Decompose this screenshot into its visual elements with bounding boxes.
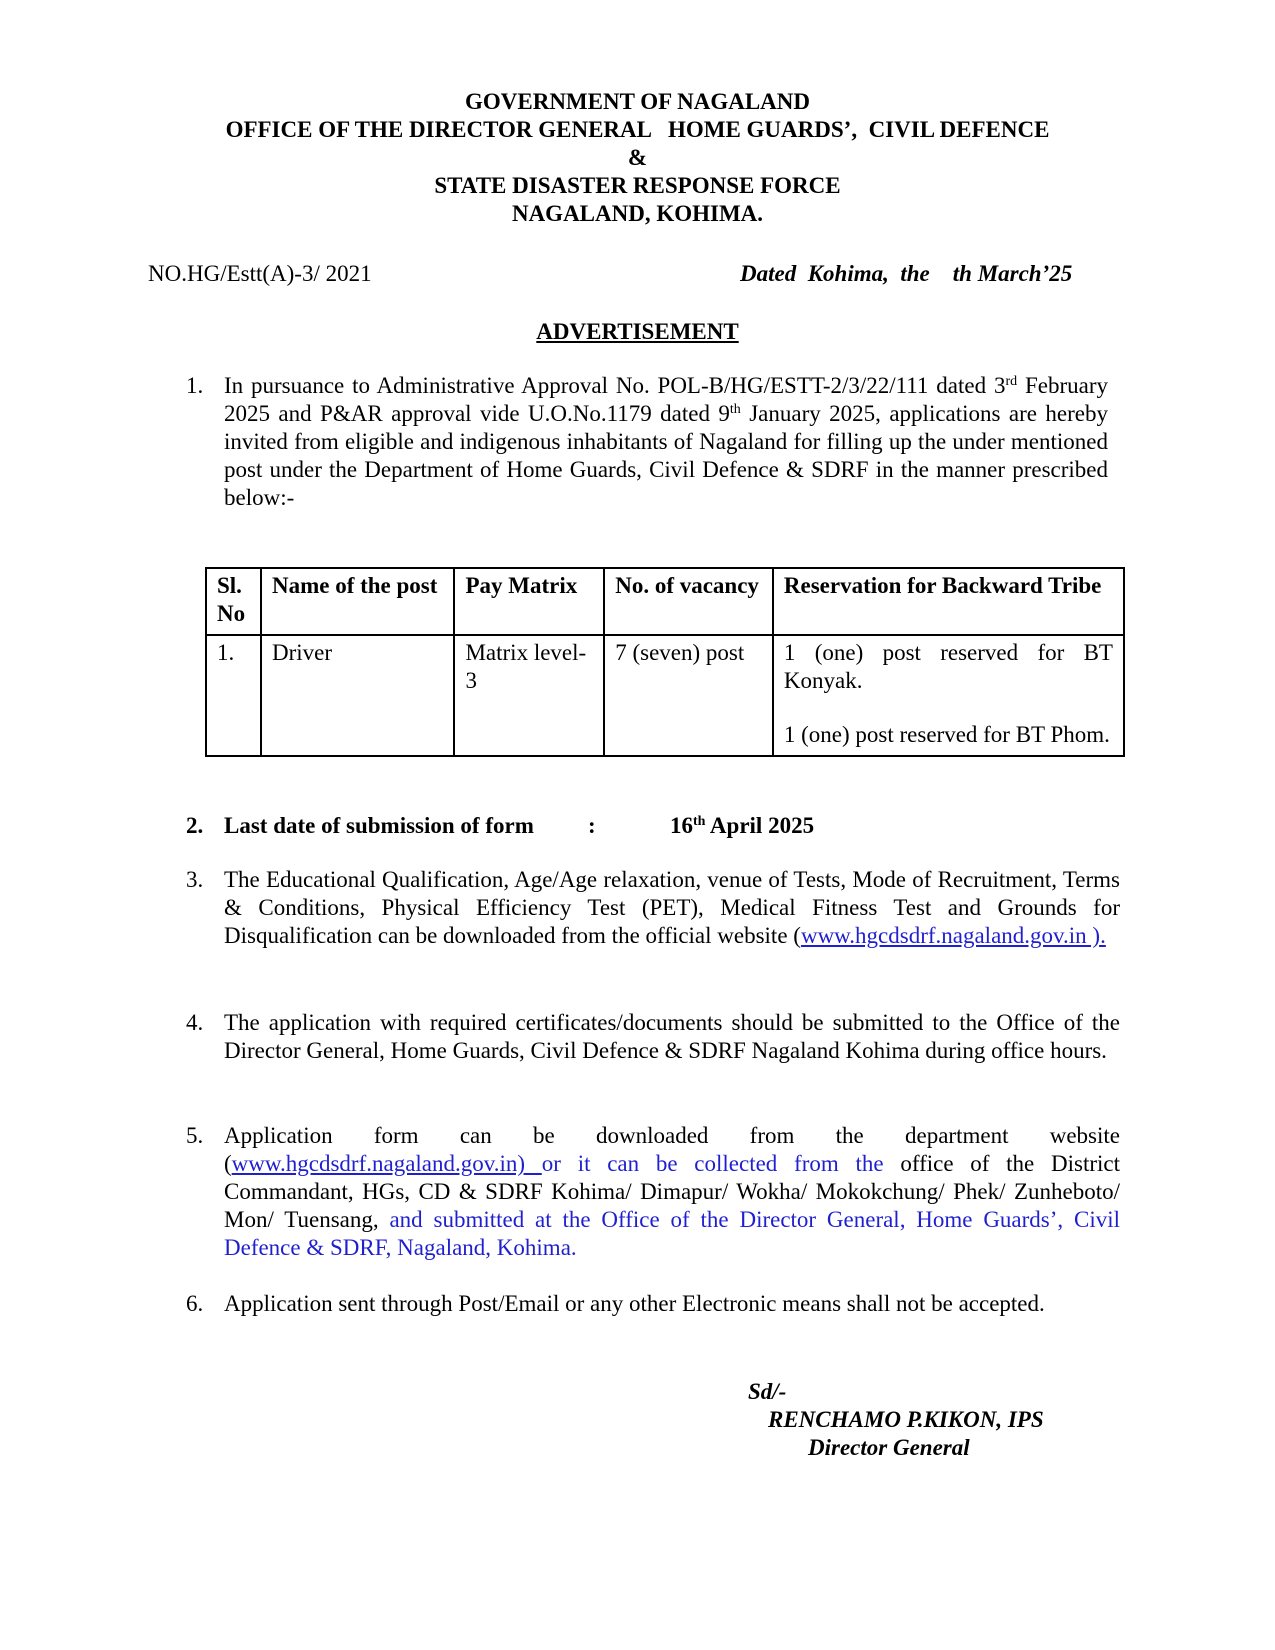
header-reservation: Reservation for Backward Tribe [773, 568, 1124, 635]
paragraph-1 [224, 372, 1108, 512]
header-line-1: GOVERNMENT OF NAGALAND [464, 89, 810, 114]
table-header-row [206, 568, 1124, 635]
header-post-name: Name of the post [261, 568, 455, 635]
vacancy-table [205, 567, 1125, 757]
para1-text-a: In pursuance to Administrative Approval No. POL-B/HG/ESTT-2/3/22/111 dated 3 [224, 373, 1006, 398]
paragraph-4: The application with required certificates/documents should be submitted to the Office of the Director General, Home Guards, Civil Defence & SDRF Nagaland Kohima during office hours. [224, 1010, 1120, 1063]
para1-text-b: February 2025 and P&AR approval vide U.O.No.1179 dated 9 [224, 373, 1108, 426]
signatory-name: RENCHAMO P.KIKON, IPS [768, 1407, 1044, 1432]
header-vacancy: No. of vacancy [604, 568, 773, 635]
department-website-link[interactable]: www.hgcdsdrf.nagaland.gov.in) [231, 1151, 542, 1176]
cell-vacancy: 7 (seven) post [604, 635, 773, 756]
item-number-2: 2. [186, 813, 204, 838]
header-line-3: & [627, 145, 648, 170]
date-line: Dated Kohima, the th March’25 [740, 261, 1073, 286]
last-date-label: Last date of submission of form [224, 813, 534, 838]
cell-pay-matrix: Matrix level-3 [454, 635, 604, 756]
header-line-5: NAGALAND, KOHIMA. [511, 201, 764, 226]
item-number-1: 1. [186, 373, 204, 398]
header-line-4: STATE DISASTER RESPONSE FORCE [434, 173, 841, 198]
header-pay-matrix: Pay Matrix [454, 568, 604, 635]
paragraph-3: The Educational Qualification, Age/Age relaxation, venue of Tests, Mode of Recruitment, Terms & Conditions, Physical Efficiency Test (PET), Medical Fitness Test and Grounds for Disqualification can be downloaded from the official website (www.hgcdsdrf.nagaland.gov.in ). [224, 867, 1120, 948]
last-date-line [186, 812, 203, 840]
last-date-separator: : [588, 813, 596, 838]
website-link[interactable]: www.hgcdsdrf.nagaland.gov.in ). [800, 923, 1106, 948]
letterhead [0, 88, 1275, 228]
paragraph-6: Application sent through Post/Email or any other Electronic means shall not be accepted. [224, 1291, 1045, 1316]
item-number-6: 6. [186, 1291, 204, 1316]
reservation-konyak: 1 (one) post reserved for BT Konyak. [783, 640, 1113, 693]
page-title: ADVERTISEMENT [536, 319, 739, 344]
last-date-value: 16th April 2025 [670, 813, 815, 838]
signature-sd: Sd/- [748, 1379, 787, 1404]
table-row [206, 635, 1124, 756]
item-number-3: 3. [186, 867, 204, 892]
item-number-4: 4. [186, 1010, 204, 1035]
item-number-5: 5. [186, 1123, 204, 1148]
cell-sl-no: 1. [206, 635, 261, 756]
cell-post-name: Driver [261, 635, 455, 756]
reference-number: NO.HG/Estt(A)-3/ 2021 [148, 261, 372, 286]
header-sl-no: Sl. No [206, 568, 261, 635]
reservation-phom: 1 (one) post reserved for BT Phom. [783, 722, 1110, 747]
paragraph-5: Application form can be downloaded from the department website (www.hgcdsdrf.nagaland.gov.in) or it can be collected from the office of the District Commandant, HGs, CD & SDRF Kohima/ Dimapur/ Wokha/ Mokokchung/ Phek/ Zunheboto/ Mon/ Tuensang, and submitted at the Office of the Director General, Home Guards’, Civil Defence & SDRF, Nagaland, Kohima. [224, 1123, 1120, 1260]
signatory-designation: Director General [808, 1435, 970, 1460]
para1-sup-b: th [729, 402, 741, 417]
header-line-2: OFFICE OF THE DIRECTOR GENERAL HOME GUARDS’, CIVIL DEFENCE [225, 117, 1050, 142]
para1-text-c: January 2025, applications are hereby invited from eligible and indigenous inhabitants of Nagaland for filling up the under mentioned post under the Department of Home Guards, Civil Defence & SDRF in the manner prescribed below:- [224, 401, 1108, 510]
para1-sup-a: rd [1005, 374, 1018, 389]
cell-reservation [773, 635, 1124, 756]
